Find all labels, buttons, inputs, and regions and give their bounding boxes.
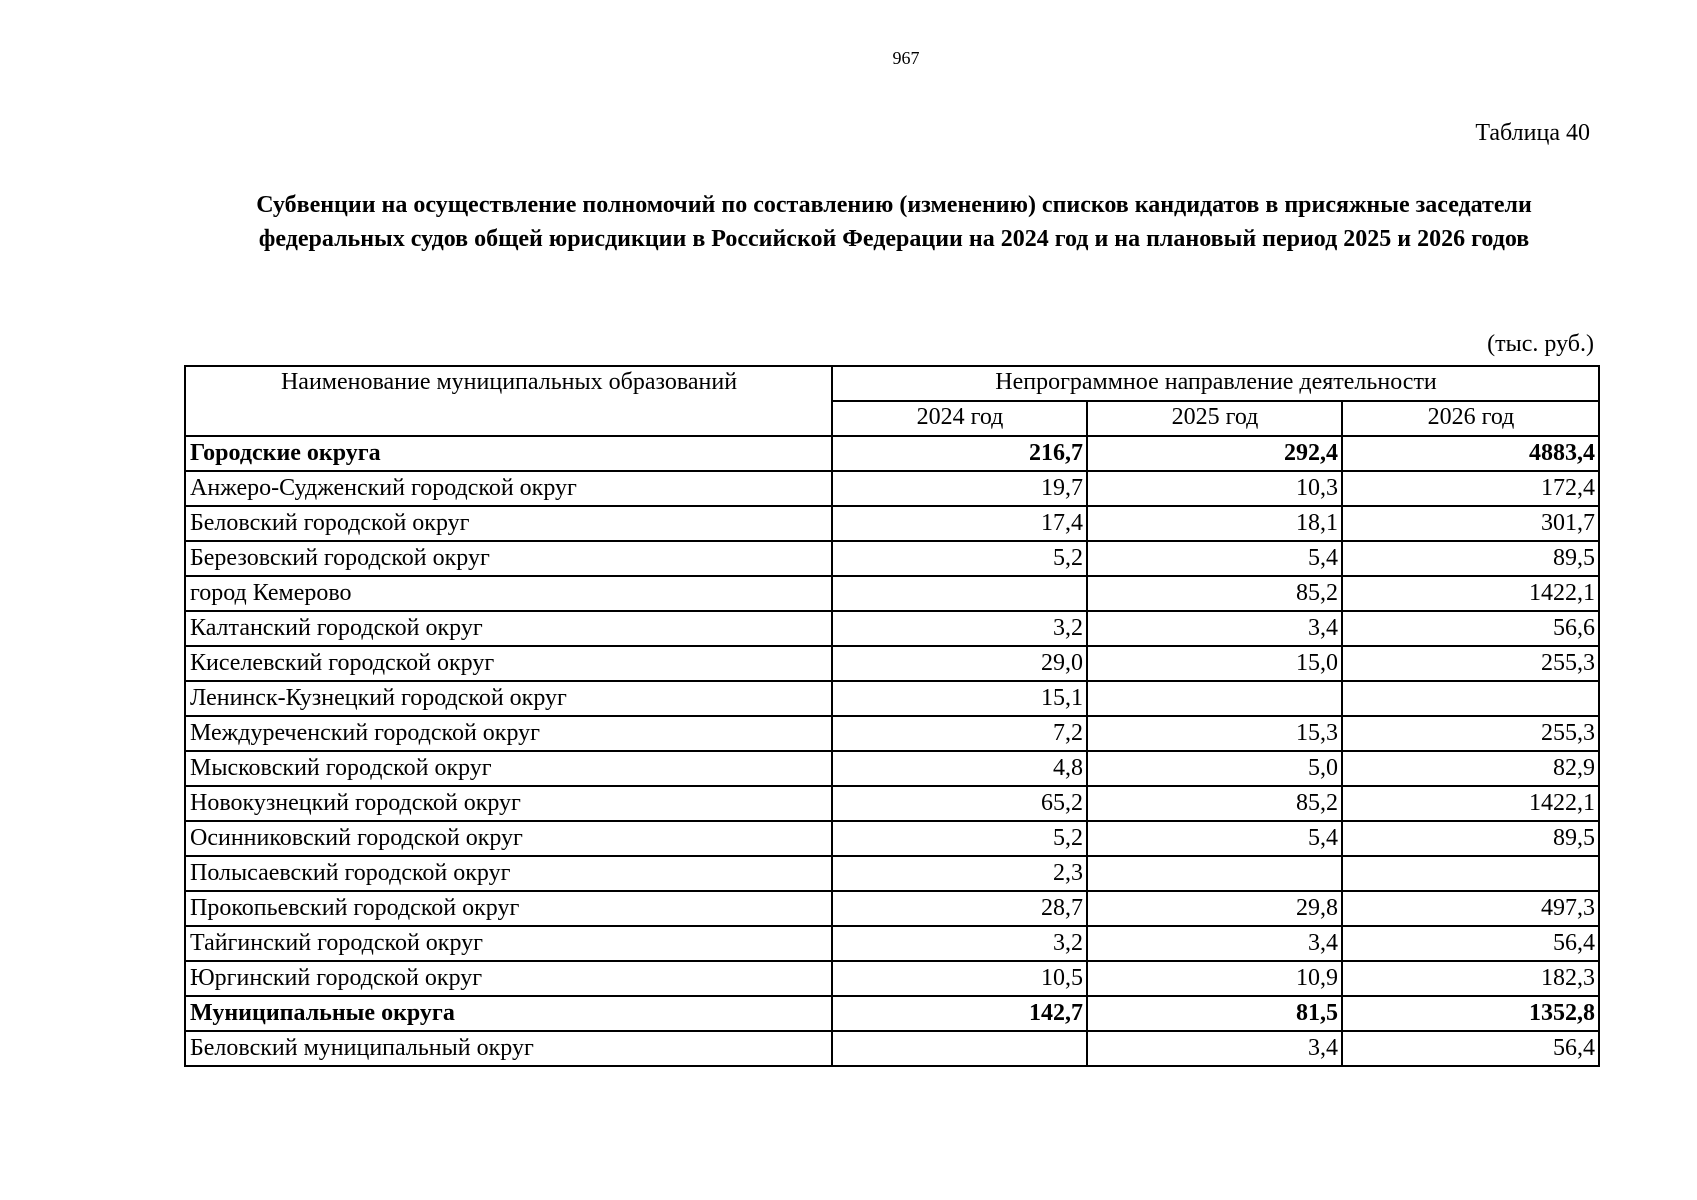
table-row (185, 926, 1599, 961)
page-number: 967 (892, 48, 920, 68)
value-2024-cell: 19,7 (832, 471, 1087, 506)
value-2025-cell: 10,9 (1087, 961, 1342, 996)
value-2024-cell: 5,2 (832, 541, 1087, 576)
value-2026-cell (1342, 681, 1599, 716)
value-2024-cell: 3,2 (832, 611, 1087, 646)
value-2025-cell: 292,4 (1087, 436, 1342, 471)
value-2024-cell: 17,4 (832, 506, 1087, 541)
value-2026-cell: 1352,8 (1342, 996, 1599, 1031)
value-2026-cell: 301,7 (1342, 506, 1599, 541)
value-2025-cell (1087, 856, 1342, 891)
municipality-name-cell: Юргинский городской округ (185, 961, 832, 996)
table-row (185, 541, 1599, 576)
table-row (185, 681, 1599, 716)
value-2026-cell: 82,9 (1342, 751, 1599, 786)
title-line-1: Субвенции на осуществление полномочий по составлению (изменению) списков кандидатов в присяжные заседатели (256, 192, 1532, 218)
value-2024-cell: 65,2 (832, 786, 1087, 821)
value-2025-cell: 15,0 (1087, 646, 1342, 681)
title-line-2: федеральных судов общей юрисдикции в Российской Федерации на 2024 год и на плановый период 2025 и 2026 годов (258, 226, 1530, 252)
document-title (185, 188, 1603, 256)
value-2025-cell: 10,3 (1087, 471, 1342, 506)
value-2025-cell: 3,4 (1087, 926, 1342, 961)
value-2025-cell: 85,2 (1087, 576, 1342, 611)
value-2024-cell: 10,5 (832, 961, 1087, 996)
table-row (185, 576, 1599, 611)
value-2024-cell: 28,7 (832, 891, 1087, 926)
header-name-col: Наименование муниципальных образований (185, 366, 832, 436)
table-row (185, 716, 1599, 751)
value-2025-cell: 5,4 (1087, 541, 1342, 576)
value-2026-cell: 56,4 (1342, 926, 1599, 961)
table-group-row (185, 436, 1599, 471)
value-2025-cell: 5,0 (1087, 751, 1342, 786)
value-2026-cell: 1422,1 (1342, 576, 1599, 611)
value-2024-cell: 5,2 (832, 821, 1087, 856)
table-row (185, 821, 1599, 856)
value-2025-cell: 29,8 (1087, 891, 1342, 926)
municipality-name-cell: Прокопьевский городской округ (185, 891, 832, 926)
value-2026-cell: 255,3 (1342, 716, 1599, 751)
header-group-col: Непрограммное направление деятельности (832, 366, 1599, 401)
municipality-name-cell: Беловский муниципальный округ (185, 1031, 832, 1066)
value-2026-cell: 497,3 (1342, 891, 1599, 926)
value-2025-cell: 3,4 (1087, 611, 1342, 646)
municipality-name-cell: Калтанский городской округ (185, 611, 832, 646)
municipality-name-cell: Осинниковский городской округ (185, 821, 832, 856)
municipality-name-cell: Тайгинский городской округ (185, 926, 832, 961)
value-2026-cell: 4883,4 (1342, 436, 1599, 471)
value-2024-cell: 216,7 (832, 436, 1087, 471)
value-2026-cell: 172,4 (1342, 471, 1599, 506)
table-group-row (185, 996, 1599, 1031)
table-row (185, 471, 1599, 506)
value-2025-cell: 85,2 (1087, 786, 1342, 821)
units-label: (тыс. руб.) (1487, 331, 1594, 357)
municipality-name-cell: Киселевский городской округ (185, 646, 832, 681)
table-row (185, 611, 1599, 646)
municipality-name-cell: Новокузнецкий городской округ (185, 786, 832, 821)
value-2026-cell: 182,3 (1342, 961, 1599, 996)
municipality-name-cell: Анжеро-Судженский городской округ (185, 471, 832, 506)
table-row (185, 786, 1599, 821)
value-2025-cell (1087, 681, 1342, 716)
municipality-name-cell: Междуреченский городской округ (185, 716, 832, 751)
value-2024-cell: 29,0 (832, 646, 1087, 681)
table-row (185, 961, 1599, 996)
value-2024-cell (832, 1031, 1087, 1066)
municipality-name-cell: Муниципальные округа (185, 996, 832, 1031)
municipality-name-cell: Мысковский городской округ (185, 751, 832, 786)
header-row (185, 366, 1599, 401)
value-2025-cell: 5,4 (1087, 821, 1342, 856)
value-2024-cell: 3,2 (832, 926, 1087, 961)
municipality-name-cell: Беловский городской округ (185, 506, 832, 541)
municipality-name-cell: Городские округа (185, 436, 832, 471)
municipality-name-cell: Березовский городской округ (185, 541, 832, 576)
value-2024-cell: 4,8 (832, 751, 1087, 786)
table-row (185, 751, 1599, 786)
value-2024-cell: 2,3 (832, 856, 1087, 891)
table-row (185, 506, 1599, 541)
table-row (185, 891, 1599, 926)
value-2024-cell: 15,1 (832, 681, 1087, 716)
table-label: Таблица 40 (1475, 120, 1590, 146)
table-row (185, 646, 1599, 681)
value-2024-cell: 142,7 (832, 996, 1087, 1031)
value-2026-cell: 255,3 (1342, 646, 1599, 681)
value-2026-cell: 56,6 (1342, 611, 1599, 646)
value-2026-cell: 1422,1 (1342, 786, 1599, 821)
value-2025-cell: 18,1 (1087, 506, 1342, 541)
value-2026-cell: 56,4 (1342, 1031, 1599, 1066)
value-2025-cell: 81,5 (1087, 996, 1342, 1031)
header-year: 2024 год (832, 401, 1087, 436)
header-year: 2026 год (1342, 401, 1599, 436)
value-2025-cell: 15,3 (1087, 716, 1342, 751)
header-year: 2025 год (1087, 401, 1342, 436)
value-2026-cell: 89,5 (1342, 821, 1599, 856)
subventions-table (184, 365, 1600, 1067)
value-2026-cell: 89,5 (1342, 541, 1599, 576)
municipality-name-cell: Полысаевский городской округ (185, 856, 832, 891)
value-2025-cell: 3,4 (1087, 1031, 1342, 1066)
municipality-name-cell: Ленинск-Кузнецкий городской округ (185, 681, 832, 716)
table-body (185, 436, 1599, 1066)
value-2024-cell: 7,2 (832, 716, 1087, 751)
municipality-name-cell: город Кемерово (185, 576, 832, 611)
value-2026-cell (1342, 856, 1599, 891)
value-2024-cell (832, 576, 1087, 611)
table-row (185, 856, 1599, 891)
table-row (185, 1031, 1599, 1066)
